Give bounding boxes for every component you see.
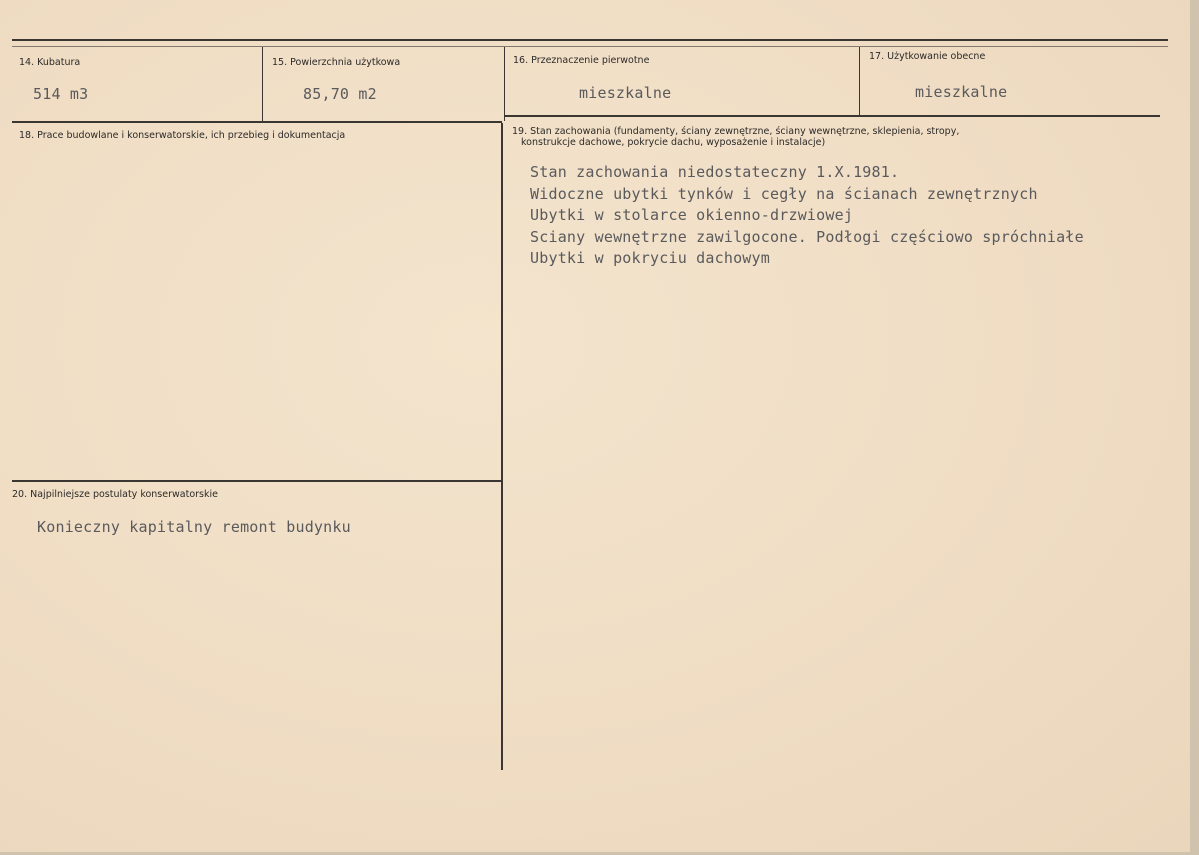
divider-14-15 — [262, 47, 263, 121]
top-rule-thin — [12, 46, 1168, 47]
divider-main — [501, 123, 503, 770]
field-15-label: 15. Powierzchnia użytkowa — [272, 57, 401, 68]
row1-bottom-rule — [12, 121, 502, 123]
field-19-label-line2: konstrukcje dachowe, pokrycie dachu, wyposażenie i instalacje) — [521, 137, 826, 148]
field-18-label: 18. Prace budowlane i konserwatorskie, ich przebieg i dokumentacja — [19, 130, 346, 141]
field-19-line: Ubytki w stolarce okienno-drzwiowej — [530, 206, 854, 224]
field-19-line: Sciany wewnętrzne zawilgocone. Podłogi częściowo spróchniałe — [530, 227, 1084, 246]
field-14-label: 14. Kubatura — [19, 57, 81, 68]
top-rule — [12, 39, 1168, 41]
section18-bottom-rule — [12, 480, 502, 482]
field-14-value: 514 m3 — [33, 85, 89, 103]
field-16-label: 16. Przeznaczenie pierwotne — [513, 55, 650, 66]
field-19-line: Widoczne ubytki tynków i cegły na ścianach zewnętrznych — [530, 184, 1038, 203]
row1-bottom-rule-right — [505, 115, 1160, 117]
field-15-value: 85,70 m2 — [303, 85, 377, 103]
field-17-value: mieszkalne — [915, 83, 1008, 101]
field-19-line: Ubytki w pokryciu dachowym — [530, 249, 770, 267]
field-17-label: 17. Użytkowanie obecne — [869, 51, 986, 62]
field-20-label: 20. Najpilniejsze postulaty konserwatorskie — [12, 489, 218, 500]
field-19-text — [530, 162, 1084, 270]
field-19-line: Stan zachowania niedostateczny 1.X.1981. — [530, 163, 900, 181]
field-16-value: mieszkalne — [579, 84, 672, 102]
divider-16-17 — [859, 47, 860, 115]
field-19-label-line1: 19. Stan zachowania (fundamenty, ściany zewnętrzne, ściany wewnętrzne, sklepienia, stropy, — [512, 126, 960, 137]
divider-15-16 — [504, 47, 505, 121]
field-20-value: Konieczny kapitalny remont budynku — [37, 518, 351, 536]
